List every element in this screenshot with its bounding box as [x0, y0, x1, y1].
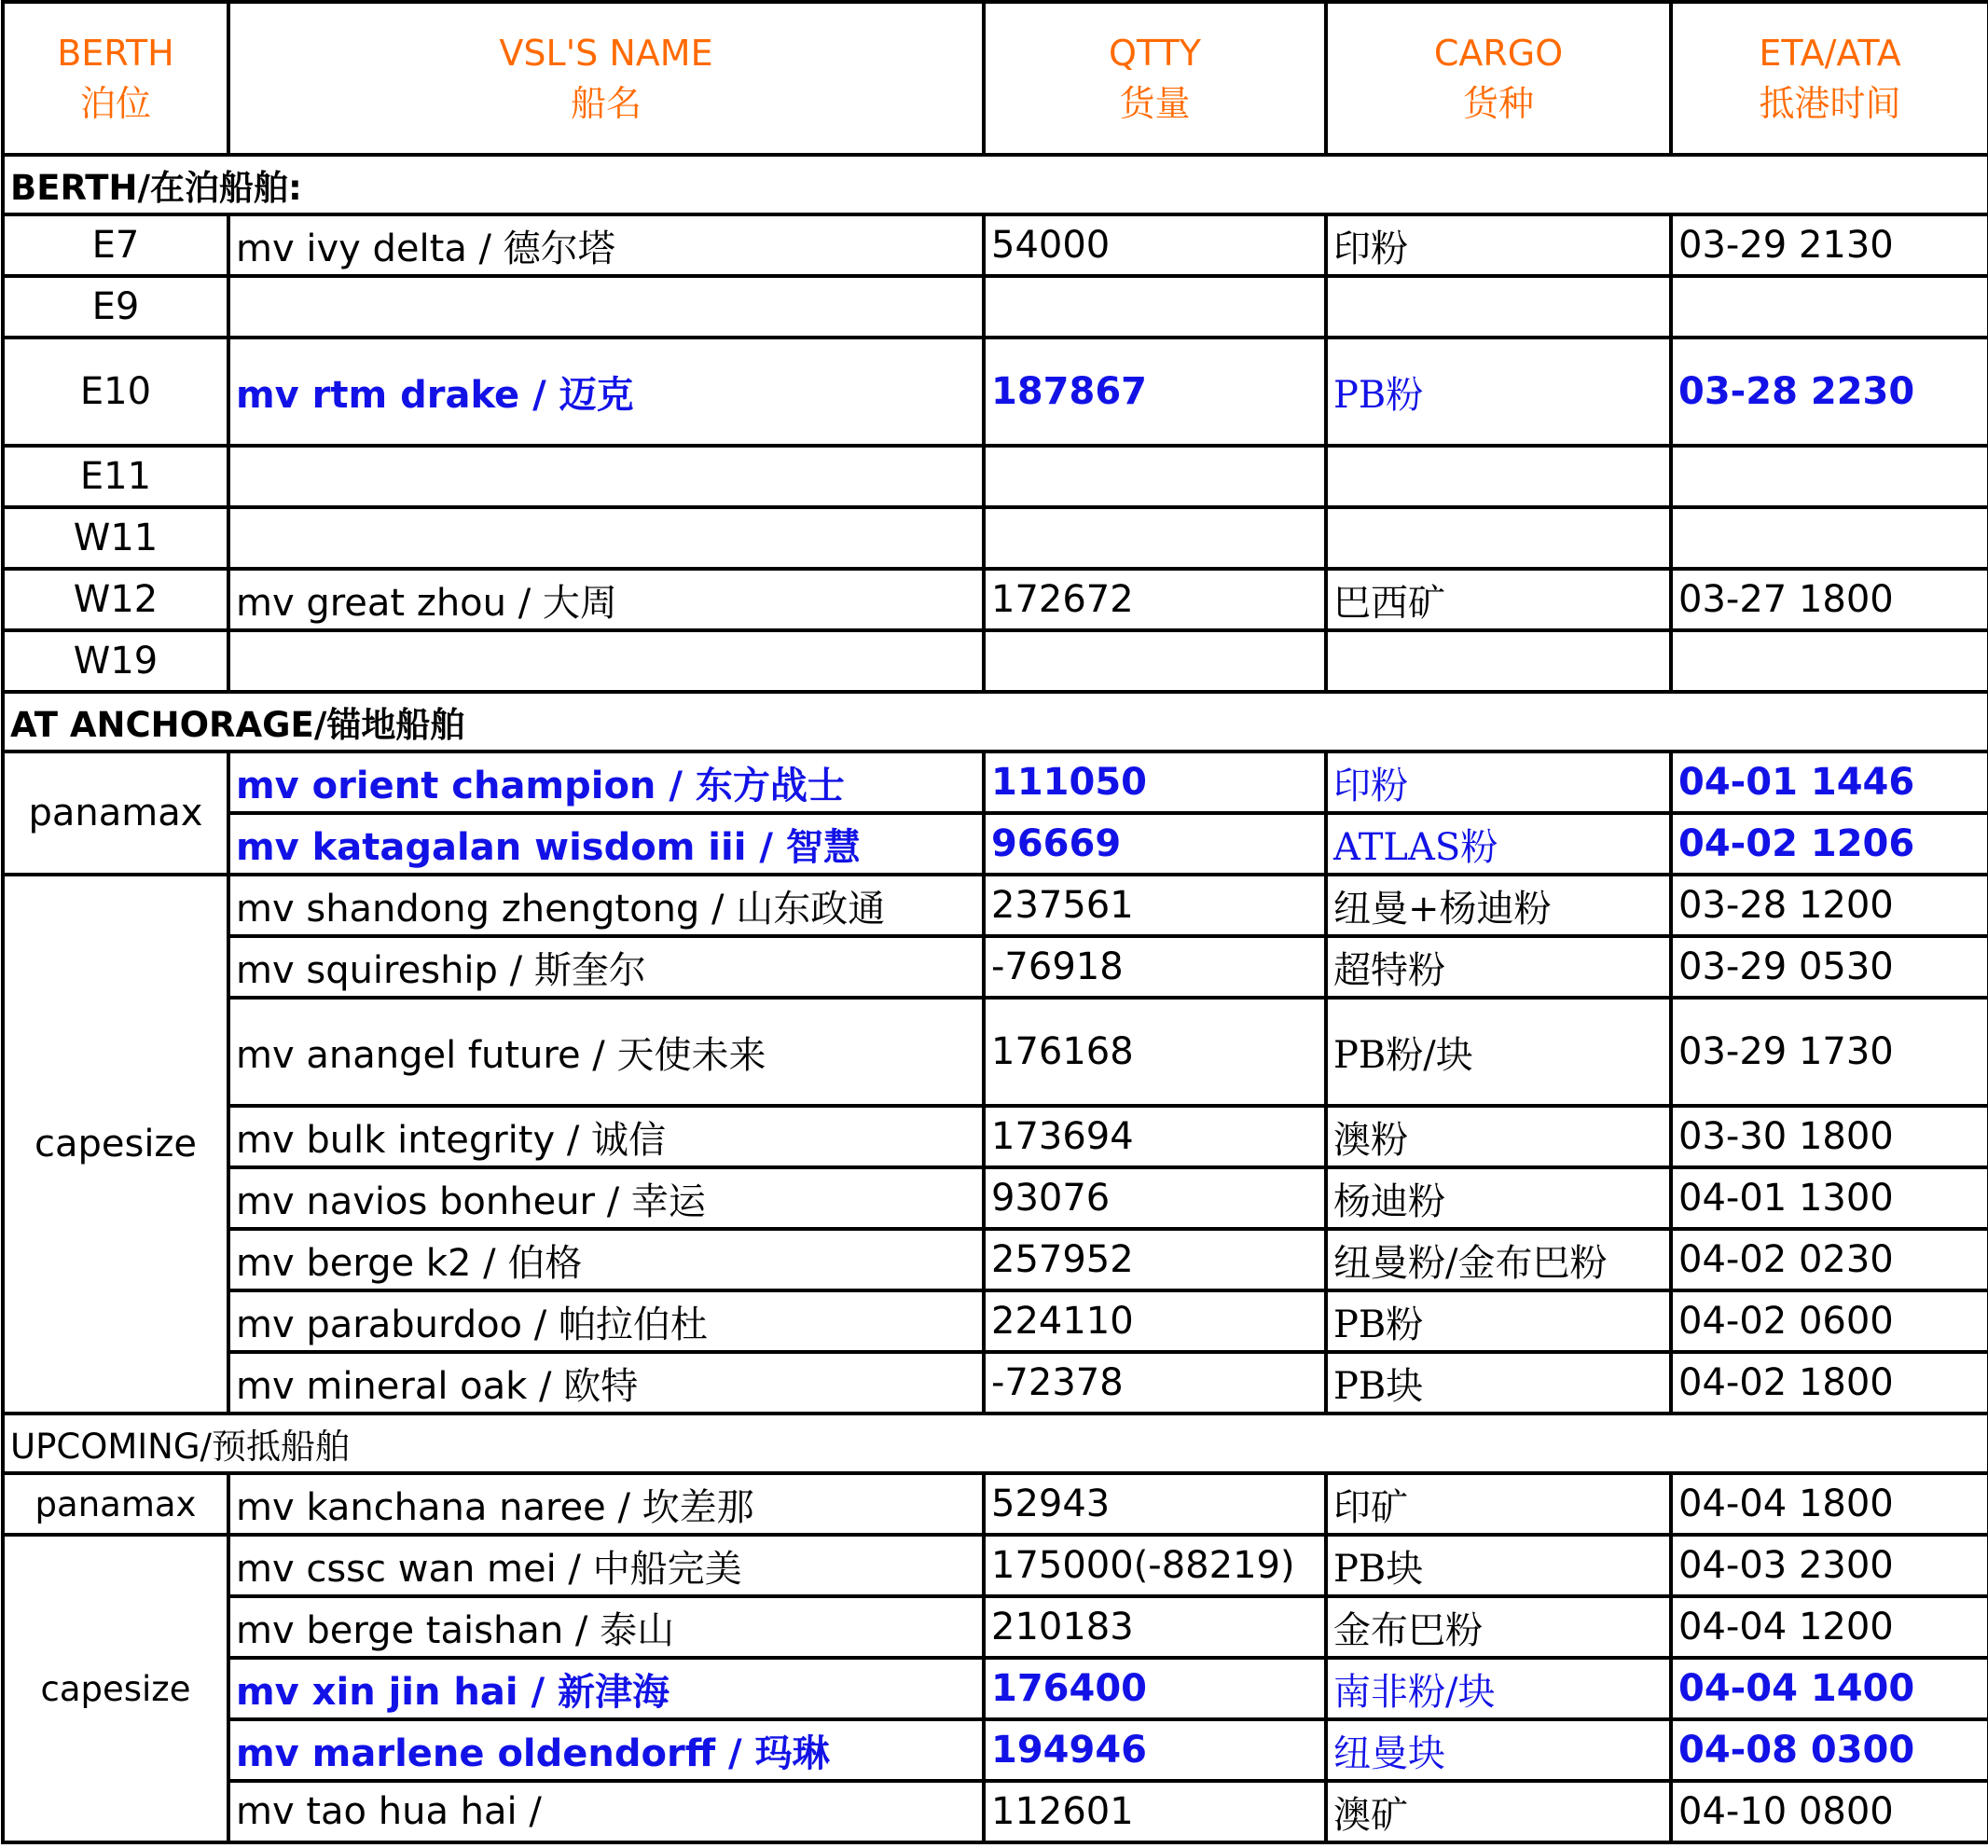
vessel-name-cell [228, 507, 984, 569]
category-cell-panamax: panamax [3, 752, 228, 875]
qtty-cell: 176168 [984, 998, 1326, 1106]
eta-cell [1671, 630, 1988, 692]
qtty-cell: 96669 [984, 813, 1326, 875]
header-berth [3, 2, 228, 155]
category-cell-capesize: capesize [3, 1535, 228, 1842]
vessel-name-cell: mv orient champion / 东方战士 [228, 752, 984, 813]
vessel-name-cell: mv berge taishan / 泰山 [228, 1596, 984, 1658]
table-row [3, 1229, 1988, 1290]
berth-cell: W19 [3, 630, 228, 692]
table-row [3, 214, 1988, 276]
cargo-cell: 纽曼块 [1326, 1719, 1671, 1781]
cargo-cell [1326, 446, 1671, 507]
header-eta-en: ETA/ATA [1759, 33, 1901, 74]
qtty-cell: -76918 [984, 936, 1326, 998]
eta-cell: 04-04 1800 [1671, 1473, 1988, 1535]
cargo-cell [1326, 507, 1671, 569]
vessel-name-cell: mv shandong zhengtong / 山东政通 [228, 875, 984, 936]
vessel-name-cell [228, 446, 984, 507]
category-cell-panamax: panamax [3, 1473, 228, 1535]
eta-cell: 03-29 2130 [1671, 214, 1988, 276]
table-row [3, 1473, 1988, 1535]
table-row [3, 338, 1988, 446]
table-row [3, 813, 1988, 875]
vessel-name-cell: mv navios bonheur / 幸运 [228, 1167, 984, 1229]
vessel-name-cell: mv squireship / 斯奎尔 [228, 936, 984, 998]
qtty-cell: 224110 [984, 1290, 1326, 1352]
qtty-cell [984, 630, 1326, 692]
vessel-name-cell: mv bulk integrity / 诚信 [228, 1106, 984, 1167]
cargo-cell: ATLAS粉 [1326, 813, 1671, 875]
table-row [3, 276, 1988, 338]
table-row [3, 1167, 1988, 1229]
cargo-cell: PB粉 [1326, 1290, 1671, 1352]
cargo-cell: PB粉 [1326, 338, 1671, 446]
table-row [3, 1352, 1988, 1414]
cargo-cell: 南非粉/块 [1326, 1658, 1671, 1719]
cargo-cell: PB块 [1326, 1535, 1671, 1596]
eta-cell: 04-10 0800 [1671, 1781, 1988, 1842]
table-row [3, 1290, 1988, 1352]
table-row [3, 1106, 1988, 1167]
cargo-cell: 澳粉 [1326, 1106, 1671, 1167]
eta-cell: 04-08 0300 [1671, 1719, 1988, 1781]
eta-cell: 03-29 0530 [1671, 936, 1988, 998]
eta-cell [1671, 276, 1988, 338]
eta-cell: 04-04 1200 [1671, 1596, 1988, 1658]
table-row [3, 446, 1988, 507]
vessel-name-cell [228, 276, 984, 338]
eta-cell: 03-28 1200 [1671, 875, 1988, 936]
section-title-berth: BERTH/在泊船舶: [3, 155, 1988, 214]
table-row [3, 1781, 1988, 1842]
eta-cell: 04-03 2300 [1671, 1535, 1988, 1596]
header-name [228, 2, 984, 155]
cargo-cell [1326, 276, 1671, 338]
cargo-cell: PB粉/块 [1326, 998, 1671, 1106]
table-row [3, 1719, 1988, 1781]
eta-cell: 04-02 0230 [1671, 1229, 1988, 1290]
berth-cell: E7 [3, 214, 228, 276]
cargo-cell: 超特粉 [1326, 936, 1671, 998]
qtty-cell [984, 446, 1326, 507]
eta-cell [1671, 446, 1988, 507]
eta-cell: 04-01 1300 [1671, 1167, 1988, 1229]
header-eta [1671, 2, 1988, 155]
cargo-cell: 澳矿 [1326, 1781, 1671, 1842]
section-title-anchorage: AT ANCHORAGE/锚地船舶 [3, 692, 1988, 752]
qtty-cell: 52943 [984, 1473, 1326, 1535]
cargo-cell: 巴西矿 [1326, 569, 1671, 630]
cargo-cell: 印粉 [1326, 214, 1671, 276]
section-row-anchorage [3, 692, 1988, 752]
qtty-cell [984, 276, 1326, 338]
header-name-en: VSL'S NAME [499, 33, 713, 74]
vessel-name-cell: mv rtm drake / 迈克 [228, 338, 984, 446]
qtty-cell: 54000 [984, 214, 1326, 276]
cargo-cell: 纽曼+杨迪粉 [1326, 875, 1671, 936]
table-row [3, 630, 1988, 692]
eta-cell: 04-02 1800 [1671, 1352, 1988, 1414]
section-title-upcoming: UPCOMING/预抵船舶 [3, 1414, 1988, 1473]
qtty-cell: 173694 [984, 1106, 1326, 1167]
qtty-cell: -72378 [984, 1352, 1326, 1414]
vessel-name-cell: mv tao hua hai / [228, 1781, 984, 1842]
table-row [3, 1596, 1988, 1658]
header-qtty-cn: 货量 [1119, 83, 1191, 124]
cargo-cell: 印矿 [1326, 1473, 1671, 1535]
header-cargo-en: CARGO [1433, 33, 1564, 74]
qtty-cell: 210183 [984, 1596, 1326, 1658]
cargo-cell: PB块 [1326, 1352, 1671, 1414]
qtty-cell: 111050 [984, 752, 1326, 813]
cargo-cell: 金布巴粉 [1326, 1596, 1671, 1658]
berth-cell: W12 [3, 569, 228, 630]
qtty-cell: 172672 [984, 569, 1326, 630]
table-row [3, 998, 1988, 1106]
qtty-cell: 112601 [984, 1781, 1326, 1842]
eta-cell: 04-02 1206 [1671, 813, 1988, 875]
eta-cell: 03-28 2230 [1671, 338, 1988, 446]
cargo-cell: 纽曼粉/金布巴粉 [1326, 1229, 1671, 1290]
eta-cell: 04-04 1400 [1671, 1658, 1988, 1719]
vessel-name-cell: mv xin jin hai / 新津海 [228, 1658, 984, 1719]
vessel-name-cell: mv berge k2 / 伯格 [228, 1229, 984, 1290]
berth-cell: E9 [3, 276, 228, 338]
cargo-cell [1326, 630, 1671, 692]
table-row [3, 752, 1988, 813]
vessel-name-cell: mv kanchana naree / 坎差那 [228, 1473, 984, 1535]
vessel-name-cell: mv ivy delta / 德尔塔 [228, 214, 984, 276]
eta-cell: 03-29 1730 [1671, 998, 1988, 1106]
qtty-cell: 175000(-88219) [984, 1535, 1326, 1596]
vessel-name-cell: mv anangel future / 天使未来 [228, 998, 984, 1106]
section-row-upcoming [3, 1414, 1988, 1473]
qtty-cell: 194946 [984, 1719, 1326, 1781]
berth-cell: W11 [3, 507, 228, 569]
header-qtty [984, 2, 1326, 155]
vessel-name-cell: mv katagalan wisdom iii / 智慧 [228, 813, 984, 875]
qtty-cell: 93076 [984, 1167, 1326, 1229]
qtty-cell: 257952 [984, 1229, 1326, 1290]
vessel-name-cell: mv great zhou / 大周 [228, 569, 984, 630]
category-cell-capesize: capesize [3, 875, 228, 1414]
cargo-cell: 杨迪粉 [1326, 1167, 1671, 1229]
berth-cell: E11 [3, 446, 228, 507]
header-row [3, 2, 1988, 155]
header-berth-en: BERTH [57, 33, 174, 74]
eta-cell: 04-01 1446 [1671, 752, 1988, 813]
qtty-cell: 237561 [984, 875, 1326, 936]
header-name-cn: 船名 [570, 83, 642, 124]
header-cargo [1326, 2, 1671, 155]
vessel-name-cell: mv marlene oldendorff / 玛琳 [228, 1719, 984, 1781]
table-row [3, 569, 1988, 630]
eta-cell [1671, 507, 1988, 569]
vessel-lineup-table [1, 0, 1988, 1844]
header-cargo-cn: 货种 [1462, 83, 1534, 124]
vessel-name-cell: mv paraburdoo / 帕拉伯杜 [228, 1290, 984, 1352]
header-qtty-en: QTTY [1109, 33, 1201, 74]
qtty-cell: 176400 [984, 1658, 1326, 1719]
table-row [3, 507, 1988, 569]
qtty-cell: 187867 [984, 338, 1326, 446]
header-berth-cn: 泊位 [79, 83, 151, 124]
eta-cell: 03-30 1800 [1671, 1106, 1988, 1167]
table-row [3, 1658, 1988, 1719]
eta-cell: 04-02 0600 [1671, 1290, 1988, 1352]
table-row [3, 936, 1988, 998]
qtty-cell [984, 507, 1326, 569]
table-row [3, 1535, 1988, 1596]
header-eta-cn: 抵港时间 [1759, 83, 1901, 124]
eta-cell: 03-27 1800 [1671, 569, 1988, 630]
cargo-cell: 印粉 [1326, 752, 1671, 813]
table-row [3, 875, 1988, 936]
vessel-name-cell [228, 630, 984, 692]
section-row-berth [3, 155, 1988, 214]
berth-cell: E10 [3, 338, 228, 446]
vessel-name-cell: mv mineral oak / 欧特 [228, 1352, 984, 1414]
vessel-name-cell: mv cssc wan mei / 中船完美 [228, 1535, 984, 1596]
